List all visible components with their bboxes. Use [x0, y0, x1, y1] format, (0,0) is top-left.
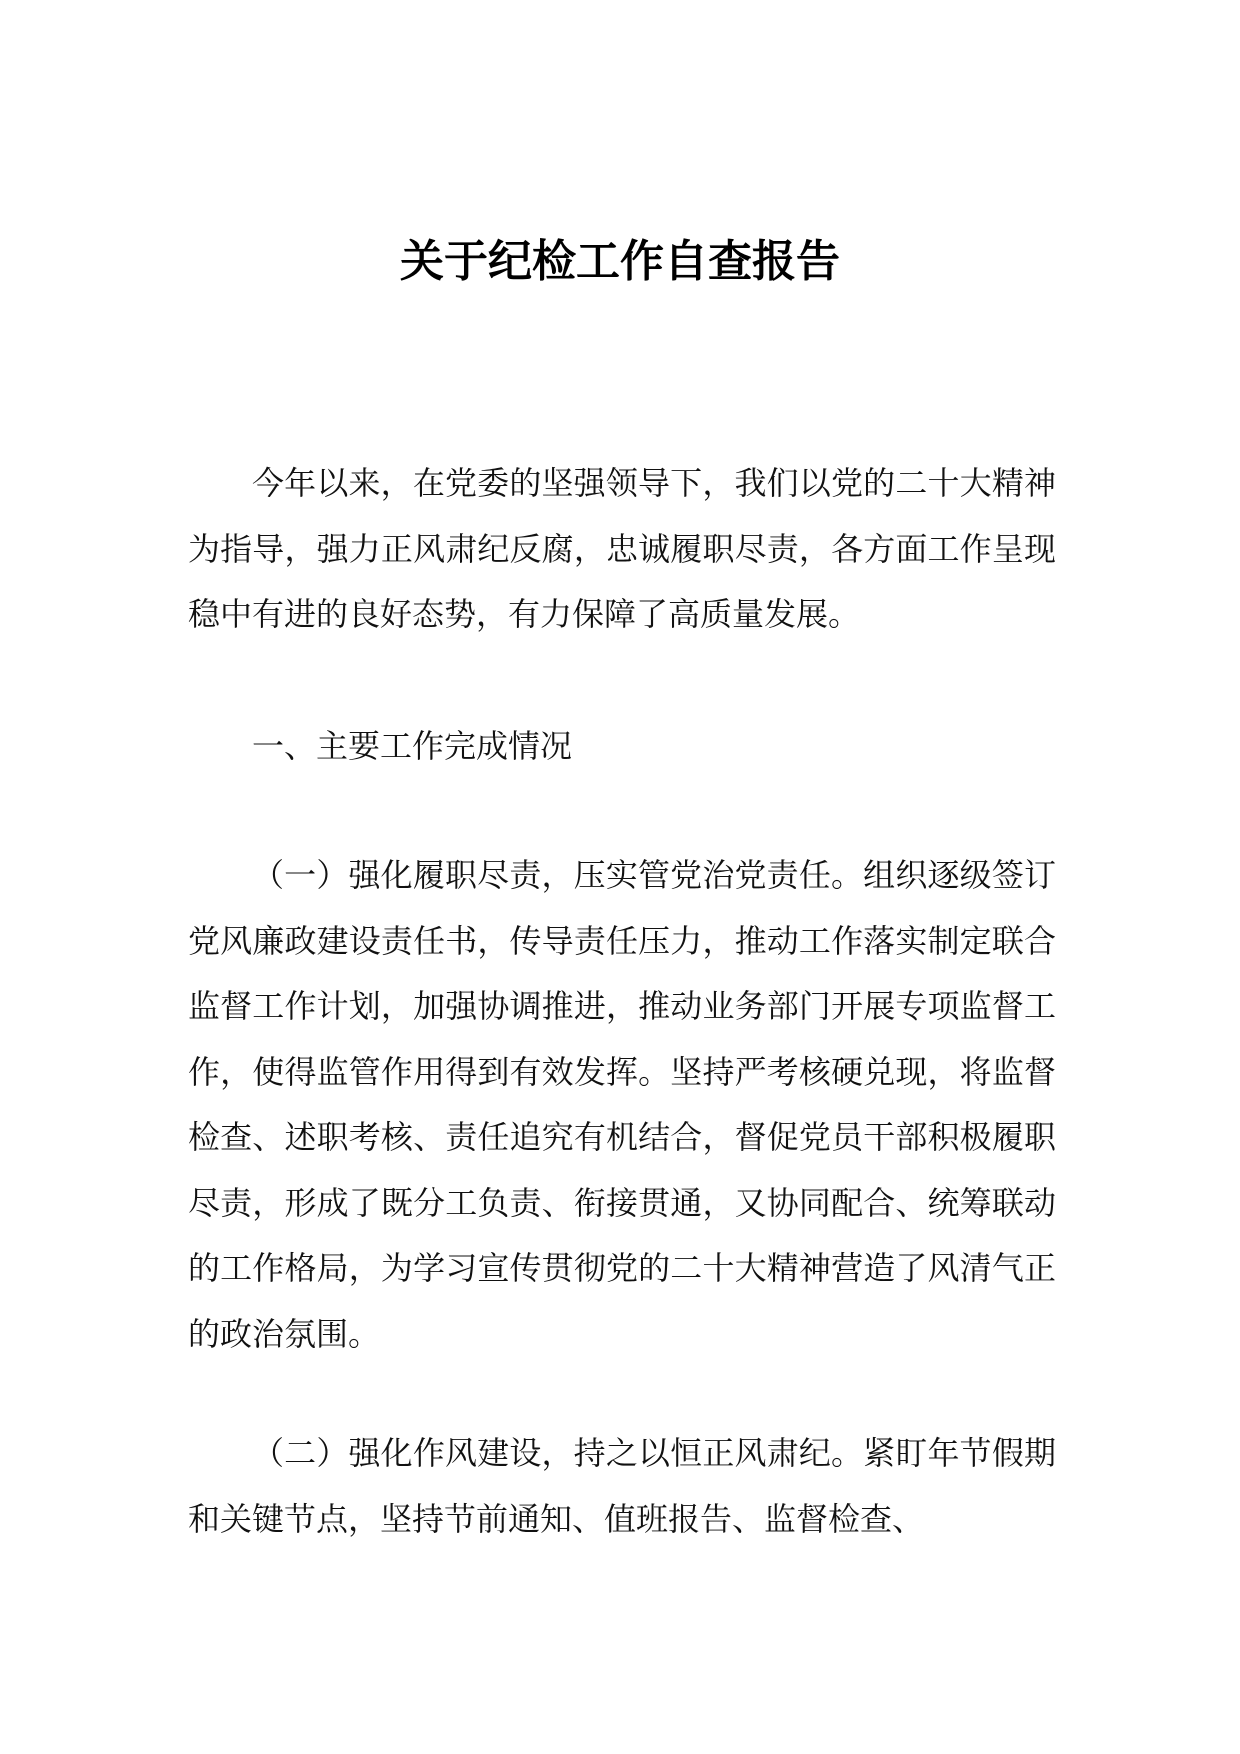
- intro-paragraph: 今年以来，在党委的坚强领导下，我们以党的二十大精神为指导，强力正风肃纪反腐，忠诚履职尽责，各方面工作呈现稳中有进的良好态势，有力保障了高质量发展。: [188, 464, 1056, 633]
- paragraph-responsibility: （一）强化履职尽责，压实管党治党责任。组织逐级签订党风廉政建设责任书，传导责任压力，推动工作落实制定联合监督工作计划，加强协调推进，推动业务部门开展专项监督工作，使得监管作用得到有效发挥。坚持严考核硬兑现，将监督检查、述职考核、责任追究有机结合，督促党员干部积极履职尽责，形成了既分工负责、衔接贯通，又协同配合、统筹联动的工作格局，为学习宣传贯彻党的二十大精神营造了风清气正的政治氛围。: [188, 856, 1056, 1353]
- section-heading-main-work: 一、主要工作完成情况: [252, 727, 573, 765]
- paragraph-work-style: （二）强化作风建设，持之以恒正风肃纪。紧盯年节假期和关键节点，坚持节前通知、值班报告、监督检查、: [188, 1434, 1056, 1538]
- document-title: 关于纪检工作自查报告: [400, 236, 840, 288]
